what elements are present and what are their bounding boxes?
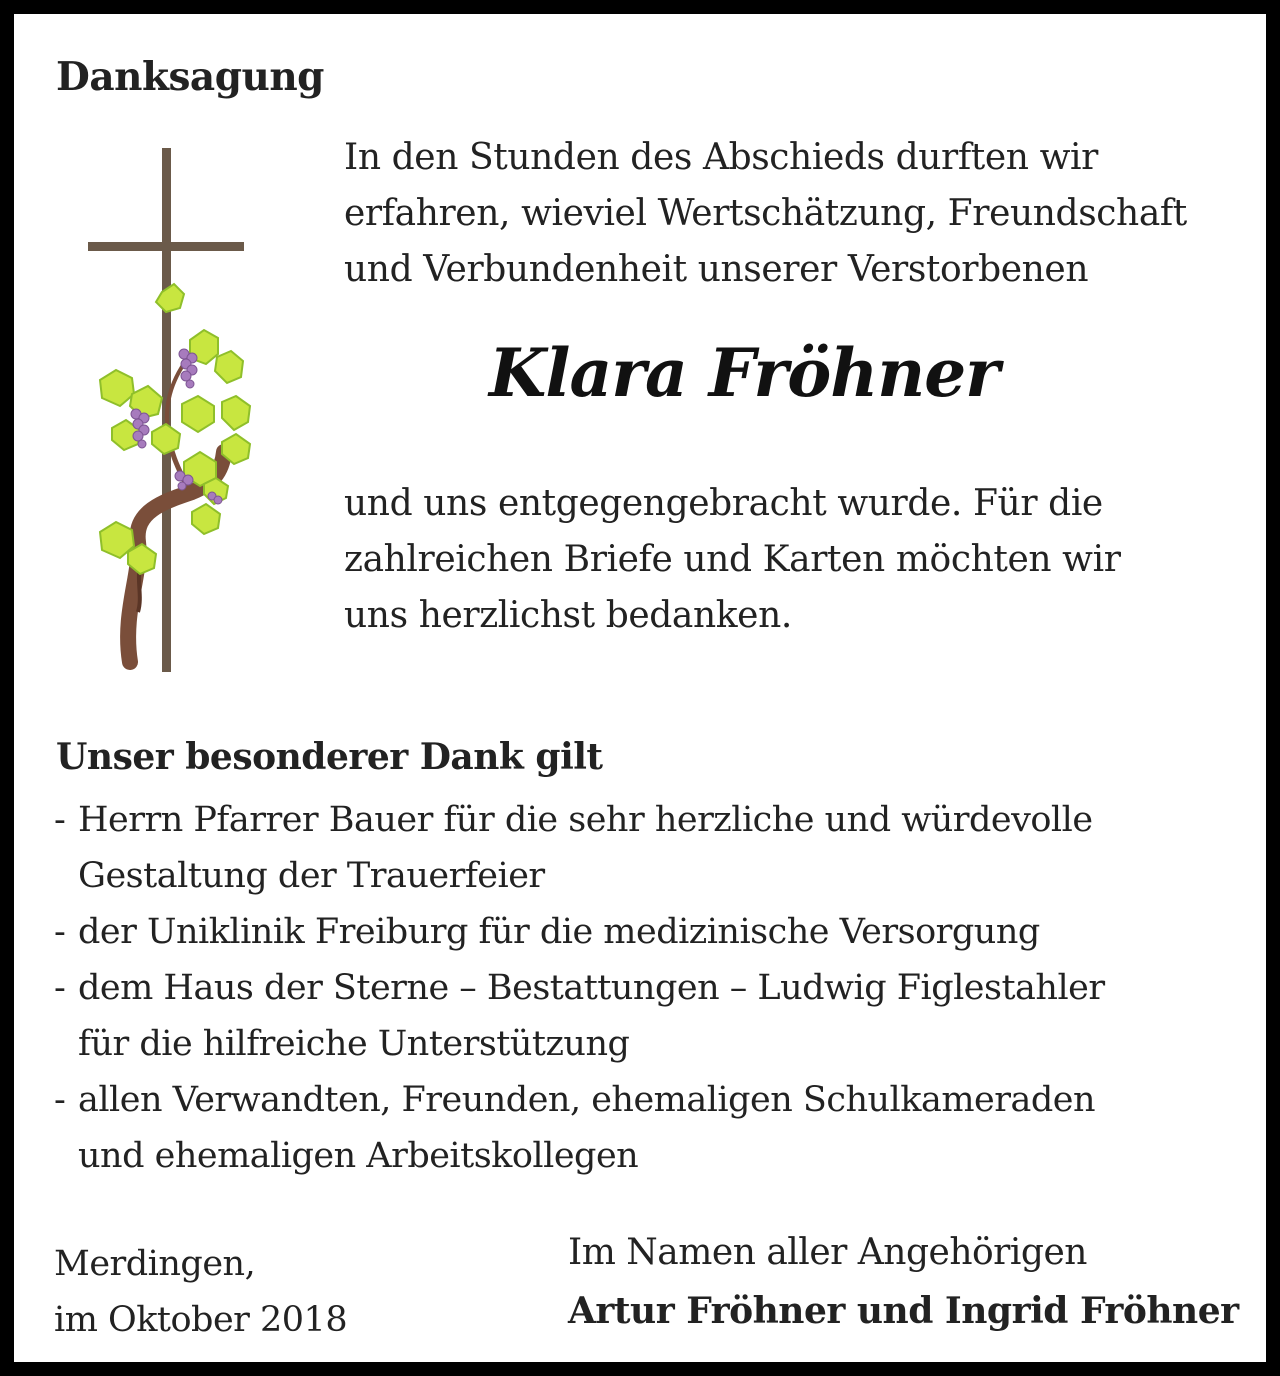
list-item: [54, 1072, 1105, 1128]
list-item-text: der Uniklinik Freiburg für die medizinische Versorgung: [78, 912, 1040, 952]
list-item: [54, 960, 1105, 1016]
gratitude-line: und uns entgegengebracht wurde. Für die: [344, 483, 1103, 524]
intro-line: und Verbundenheit unserer Verstorbenen: [344, 249, 1089, 290]
list-dash: -: [54, 968, 66, 1008]
place-and-date: [54, 1236, 347, 1348]
deceased-name: Klara Fröhner: [489, 334, 999, 412]
signoff: [568, 1224, 1239, 1340]
list-item-text: dem Haus der Sterne – Bestattungen – Ludwig Figlestahler: [78, 968, 1105, 1008]
date: im Oktober 2018: [54, 1300, 348, 1340]
place: Merdingen,: [54, 1244, 256, 1284]
special-thanks-title: Unser besonderer Dank gilt: [56, 736, 603, 778]
list-dash: -: [54, 1080, 66, 1120]
intro-line: erfahren, wieviel Wertschätzung, Freundschaft: [344, 193, 1187, 234]
signoff-line: Im Namen aller Angehörigen: [568, 1232, 1087, 1273]
gratitude-line: uns herzlichst bedanken.: [344, 595, 792, 636]
gratitude-paragraph: [344, 476, 1121, 644]
list-item-text: allen Verwandten, Freunden, ehemaligen Schulkameraden: [78, 1080, 1095, 1120]
intro-paragraph: [344, 130, 1187, 298]
cross-with-grapevine-icon: [72, 132, 262, 672]
list-item-text: Herrn Pfarrer Bauer für die sehr herzliche und würdevolle: [78, 800, 1093, 840]
list-item-continuation: Gestaltung der Trauerfeier: [78, 856, 545, 896]
list-dash: -: [54, 912, 66, 952]
gratitude-line: zahlreichen Briefe und Karten möchten wir: [344, 539, 1121, 580]
list-item-continuation: und ehemaligen Arbeitskollegen: [78, 1136, 639, 1176]
list-item: [54, 904, 1105, 960]
list-item: [54, 792, 1105, 848]
signoff-names: Artur Fröhner und Ingrid Fröhner: [568, 1290, 1239, 1332]
intro-line: In den Stunden des Abschieds durften wir: [344, 137, 1098, 178]
heading: Danksagung: [56, 54, 324, 100]
special-thanks-list: [54, 792, 1105, 1184]
list-item-continuation: für die hilfreiche Unterstützung: [78, 1024, 630, 1064]
list-dash: -: [54, 800, 66, 840]
